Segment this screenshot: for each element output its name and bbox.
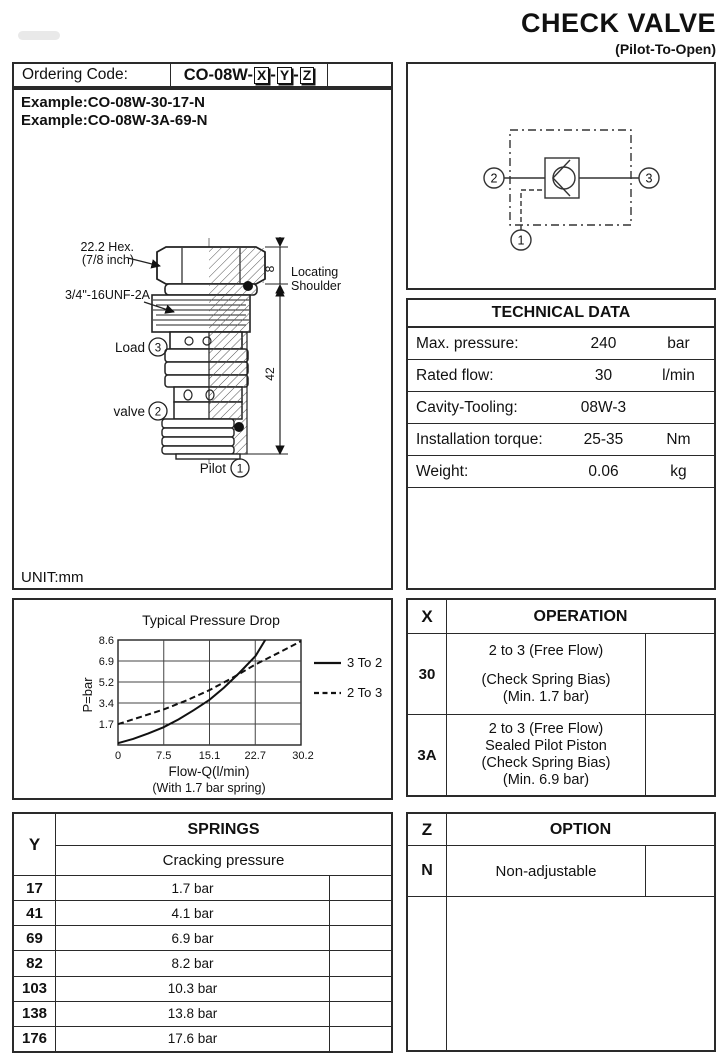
tech-unit: bar xyxy=(667,334,690,352)
empty-cell xyxy=(329,951,391,975)
dimension-8 xyxy=(263,237,288,294)
table-row xyxy=(408,360,714,392)
svg-text:valve: valve xyxy=(113,404,145,419)
svg-text:0: 0 xyxy=(114,750,122,762)
springs-header xyxy=(14,814,391,876)
table-row xyxy=(408,456,714,488)
option-title: OPTION xyxy=(549,820,612,838)
code-x: X xyxy=(254,67,269,84)
valve-port-label xyxy=(113,402,167,420)
table-row xyxy=(14,951,391,976)
svg-text:Load: Load xyxy=(114,340,145,355)
option-value: Non-adjustable xyxy=(495,862,597,880)
empty-cell xyxy=(329,1027,391,1051)
spring-value: 13.8 bar xyxy=(167,1006,218,1022)
ordering-code-value xyxy=(171,64,328,86)
dim-8-label: 8 xyxy=(263,265,277,273)
oring-upper xyxy=(243,281,253,291)
spring-code: 138 xyxy=(14,1002,56,1026)
hydraulic-symbol xyxy=(408,64,714,288)
technical-data-title: TECHNICAL DATA xyxy=(408,300,714,328)
thread-spec-label: 3/4"-16UNF-2A xyxy=(64,288,150,302)
spring-value: 4.1 bar xyxy=(171,905,214,921)
svg-text:2: 2 xyxy=(490,171,498,186)
operation-code-header: X xyxy=(408,600,447,633)
code-prefix: CO-08W- xyxy=(183,65,254,84)
code-sep1: - xyxy=(270,65,276,84)
legend-solid-label: 3 To 2 xyxy=(347,655,383,670)
table-row xyxy=(408,392,714,424)
svg-text:Locating: Locating xyxy=(291,265,339,279)
spring-code: 103 xyxy=(14,977,56,1001)
svg-text:1.7: 1.7 xyxy=(98,719,114,731)
svg-text:5.2: 5.2 xyxy=(98,677,114,689)
x-axis-label: Flow-Q(l/min) xyxy=(168,764,250,779)
svg-text:30.2: 30.2 xyxy=(292,750,314,762)
pilot-line xyxy=(521,190,545,230)
dim-42-label: 42 xyxy=(263,367,277,381)
chart-title: Typical Pressure Drop xyxy=(142,612,280,628)
pressure-drop-chart xyxy=(12,598,393,800)
springs-title: SPRINGS xyxy=(56,814,391,846)
code-y: Y xyxy=(277,67,292,84)
empty-cell xyxy=(329,876,391,900)
option-code-header: Z xyxy=(408,814,447,845)
nose-tip xyxy=(176,454,240,459)
y-tick-labels xyxy=(99,635,114,731)
empty-cell xyxy=(329,1002,391,1026)
spring-code: 17 xyxy=(14,876,56,900)
empty-cell xyxy=(645,715,714,795)
operation-code: 3A xyxy=(408,715,447,795)
technical-data-table xyxy=(406,298,716,590)
table-row xyxy=(14,876,391,901)
table-row xyxy=(14,901,391,926)
empty-cell xyxy=(645,634,714,714)
springs-header-right xyxy=(56,814,391,875)
svg-text:Shoulder: Shoulder xyxy=(291,279,342,293)
page-subtitle: (Pilot-To-Open) xyxy=(615,41,716,57)
tech-label: Weight: xyxy=(416,462,469,480)
schematic-box xyxy=(406,62,716,290)
svg-text:Pilot: Pilot xyxy=(199,461,226,476)
spring-value: 10.3 bar xyxy=(167,981,218,997)
lower-band-section xyxy=(162,419,234,454)
symbol-port-1 xyxy=(511,230,531,250)
example-2: Example:CO-08W-3A-69-N xyxy=(21,112,208,129)
pilot-port-number: 1 xyxy=(236,463,244,476)
tech-unit: l/min xyxy=(662,366,695,384)
operation-description: 2 to 3 (Free Flow) (Check Spring Bias) (Min. 1.7 bar) xyxy=(481,642,611,705)
option-filler-row xyxy=(408,897,714,1050)
ordering-code-box xyxy=(12,62,393,88)
tech-label: Cavity-Tooling: xyxy=(416,398,518,416)
tech-unit: Nm xyxy=(666,430,691,448)
tech-value: 240 xyxy=(590,334,617,352)
empty-cell xyxy=(329,926,391,950)
empty-cell xyxy=(329,901,391,925)
pilot-port-label xyxy=(200,459,249,477)
spring-code: 82 xyxy=(14,951,56,975)
tech-unit: kg xyxy=(670,462,687,480)
x-tick-labels xyxy=(115,750,314,762)
empty-cell xyxy=(645,846,714,896)
ordering-code-label: Ordering Code: xyxy=(14,64,171,86)
valve-port-number: 2 xyxy=(154,406,162,419)
hex-size-label: 22.2 Hex. xyxy=(80,240,134,254)
svg-text:15.1: 15.1 xyxy=(198,750,221,762)
unit-note: UNIT:mm xyxy=(21,569,84,586)
chart-grid xyxy=(118,640,301,745)
check-valve-body xyxy=(545,158,579,198)
table-row xyxy=(408,424,714,456)
table-row xyxy=(14,1027,391,1051)
locating-shoulder-note xyxy=(291,265,341,293)
svg-text:22.7: 22.7 xyxy=(244,750,266,762)
valve-drawing-box xyxy=(12,88,393,590)
load-port-label xyxy=(115,338,167,356)
springs-subtitle: Cracking pressure xyxy=(162,852,285,869)
table-row xyxy=(14,926,391,951)
spring-code: 41 xyxy=(14,901,56,925)
tech-value: 08W-3 xyxy=(580,398,627,416)
option-header xyxy=(408,814,714,846)
svg-text:3: 3 xyxy=(645,171,653,186)
valve-cutaway-drawing xyxy=(14,90,391,588)
table-row xyxy=(408,328,714,360)
series-3-to-2 xyxy=(118,640,265,743)
spring-code: 176 xyxy=(14,1027,56,1051)
svg-text:3.4: 3.4 xyxy=(98,698,114,710)
spring-value: 6.9 bar xyxy=(171,930,214,946)
table-row xyxy=(14,977,391,1002)
svg-text:7.5: 7.5 xyxy=(156,750,172,762)
empty-cell xyxy=(408,897,447,1050)
option-table xyxy=(406,812,716,1052)
hex-size-label2: (7/8 inch) xyxy=(81,253,134,267)
empty-cell xyxy=(329,977,391,1001)
chart-legend xyxy=(314,655,382,700)
spring-value: 1.7 bar xyxy=(171,880,214,896)
ordering-code-empty-cell xyxy=(328,64,391,86)
springs-table xyxy=(12,812,393,1053)
operation-header xyxy=(408,600,714,634)
code-z: Z xyxy=(300,67,315,84)
svg-text:1: 1 xyxy=(517,233,525,248)
oring-lower xyxy=(234,422,244,432)
tech-label: Installation torque: xyxy=(416,430,543,448)
x-axis-note: (With 1.7 bar spring) xyxy=(152,781,266,795)
tech-label: Max. pressure: xyxy=(416,334,519,352)
operation-title: OPERATION xyxy=(533,607,628,625)
faded-logo xyxy=(18,31,60,40)
tech-label: Rated flow: xyxy=(416,366,494,384)
operation-table xyxy=(406,598,716,797)
svg-text:8.6: 8.6 xyxy=(98,635,114,647)
table-row xyxy=(14,1002,391,1027)
y-axis-label: P=bar xyxy=(80,677,95,713)
spring-value: 8.2 bar xyxy=(171,955,214,971)
operation-code: 30 xyxy=(408,634,447,714)
load-port-number: 3 xyxy=(154,342,162,355)
operation-description: 2 to 3 (Free Flow) Sealed Pilot Piston (Check Spring Bias) (Min. 6.9 bar) xyxy=(481,721,611,788)
legend-dashed-label: 2 To 3 xyxy=(347,685,383,700)
springs-code-header: Y xyxy=(14,814,56,875)
option-code: N xyxy=(408,846,447,896)
table-row xyxy=(408,634,714,715)
tech-value: 30 xyxy=(594,366,613,384)
chart-svg xyxy=(14,600,391,798)
hex-section-hatch xyxy=(209,248,264,283)
svg-text:6.9: 6.9 xyxy=(98,656,114,668)
table-row xyxy=(408,846,714,897)
spring-value: 17.6 bar xyxy=(167,1031,218,1047)
empty-cell xyxy=(447,897,714,1050)
table-row xyxy=(408,715,714,795)
spring-code: 69 xyxy=(14,926,56,950)
symbol-port-2 xyxy=(484,168,504,188)
tech-value: 0.06 xyxy=(588,462,619,480)
code-sep2: - xyxy=(293,65,299,84)
symbol-port-3 xyxy=(639,168,659,188)
example-1: Example:CO-08W-30-17-N xyxy=(21,94,205,111)
page-title: CHECK VALVE xyxy=(520,8,716,38)
tech-value: 25-35 xyxy=(583,430,624,448)
